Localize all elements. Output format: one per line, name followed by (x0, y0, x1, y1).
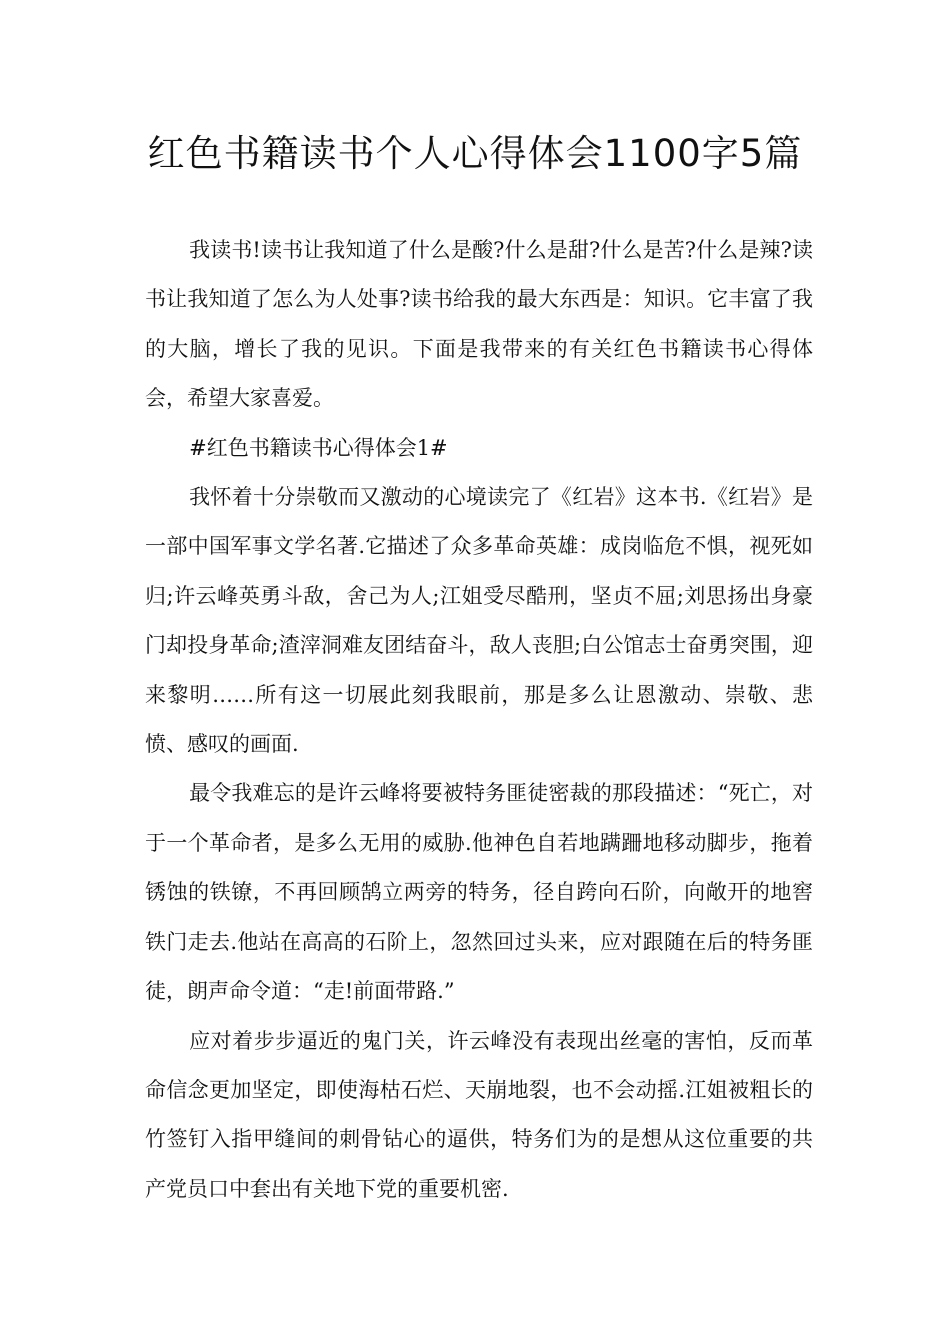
section-heading: #红色书籍读书心得体会1# (189, 435, 448, 460)
document-body (145, 226, 813, 1214)
document-title: 红色书籍读书个人心得体会1100字5篇 (147, 132, 803, 175)
paragraph: 应对着步步逼近的鬼门关，许云峰没有表现出丝毫的害怕，反而革命信念更加坚定，即使海枯石烂、天崩地裂，也不会动摇.江姐被粗长的竹签钉入指甲缝间的刺骨钻心的逼供，特务们为的是想从这位重要的共产党员口中套出有关地下党的重要机密. (145, 1028, 813, 1201)
paragraph-intro: 我读书!读书让我知道了什么是酸?什么是甜?什么是苦?什么是辣?读书让我知道了怎么为人处事?读书给我的最大东西是：知识。它丰富了我的大脑，增长了我的见识。下面是我带来的有关红色书籍读书心得体会，希望大家喜爱。 (145, 238, 813, 411)
paragraph: 最令我难忘的是许云峰将要被特务匪徒密裁的那段描述：“死亡，对于一个革命者，是多么无用的威胁.他神色自若地蹒跚地移动脚步，拖着锈蚀的铁镣，不再回顾鹄立两旁的特务，径自跨向石阶，向敞开的地窖铁门走去.他站在高高的石阶上，忽然回过头来，应对跟随在后的特务匪徒，朗声命令道：“走!前面带路.” (145, 781, 813, 1004)
paragraph: 我怀着十分崇敬而又激动的心境读完了《红岩》这本书.《红岩》是一部中国军事文学名著.它描述了众多革命英雄：成岗临危不惧，视死如归;许云峰英勇斗敌，舍己为人;江姐受尽酷刑，坚贞不屈;刘思扬出身豪门却投身革命;渣滓洞难友团结奋斗，敌人丧胆;白公馆志士奋勇突围，迎来黎明……所有这一切展此刻我眼前，那是多么让恩激动、崇敬、悲愤、感叹的画面. (145, 485, 813, 757)
